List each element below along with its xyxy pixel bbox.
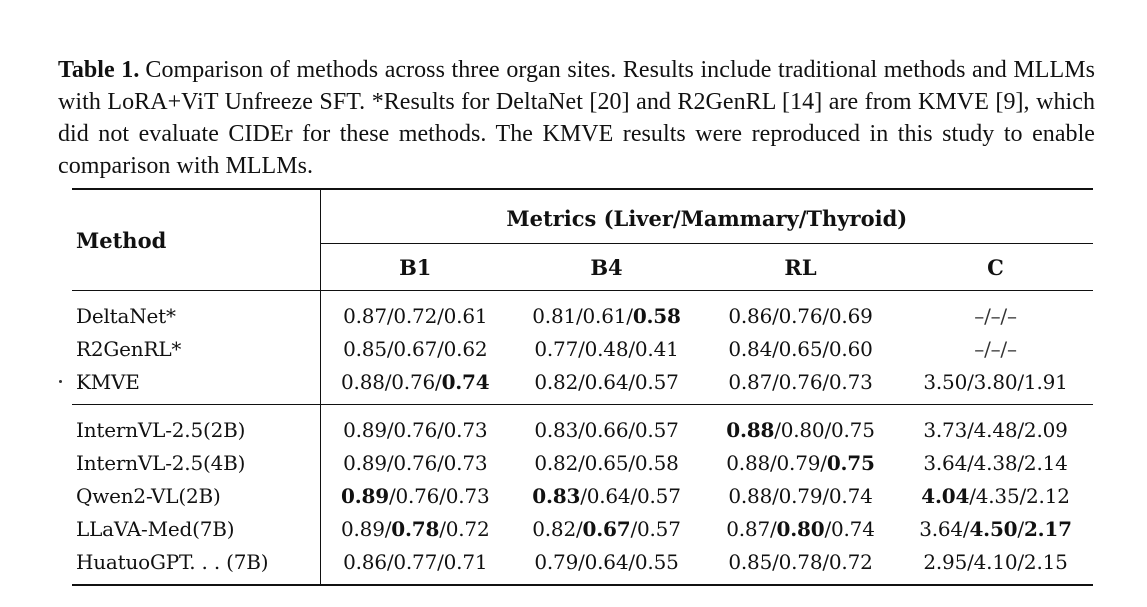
value-text: 0.82/0.65/0.58: [534, 450, 679, 475]
best-value: 0.74: [441, 369, 490, 394]
cell-rl: [703, 512, 898, 545]
cell-b4: [510, 446, 703, 479]
value-text: /: [1017, 516, 1024, 541]
best-value: 2.17: [1023, 516, 1072, 541]
cell-b1: [320, 413, 510, 446]
value-text: 3.64/4.38/2.14: [923, 450, 1068, 475]
metric-header-rl: RL: [784, 254, 817, 280]
spacer-row: [72, 405, 1093, 414]
table-row: [72, 299, 1093, 332]
caption-label: Table 1.: [58, 57, 140, 83]
spacer-cell: [320, 578, 1093, 585]
value-text: 0.85/0.78/0.72: [728, 549, 873, 574]
value-text: /4.35/2.12: [969, 483, 1070, 508]
cell-c: [898, 299, 1093, 332]
metric-header-b1: B1: [399, 254, 432, 280]
value-text: /0.74: [824, 516, 875, 541]
table-caption: [58, 54, 1095, 182]
table-row: [72, 545, 1093, 578]
cell-b4: [510, 545, 703, 578]
best-value: 0.89: [341, 483, 389, 508]
value-text: /0.72: [439, 516, 490, 541]
best-value: 0.78: [391, 516, 440, 541]
table-row: [72, 512, 1093, 545]
method-name: InternVL-2.5(4B): [72, 446, 320, 479]
spacer-row: [72, 578, 1093, 585]
table-row: [72, 479, 1093, 512]
cell-b1: [320, 299, 510, 332]
table-row: [72, 365, 1093, 398]
spacer-cell: [72, 405, 320, 414]
value-text: /0.80/0.75: [774, 417, 875, 442]
results-table: [72, 188, 1093, 586]
cell-b1: [320, 479, 510, 512]
cell-rl: [703, 299, 898, 332]
spacer-cell: [320, 291, 1093, 300]
method-name: DeltaNet*: [72, 299, 320, 332]
value-text: 3.64/: [919, 516, 970, 541]
spacer-cell: [72, 291, 320, 300]
spacer-cell: [320, 405, 1093, 414]
cell-b1: [320, 545, 510, 578]
metrics-group-header: Metrics (Liver/Mammary/Thyroid): [320, 189, 1093, 244]
header-row-group: [72, 189, 1093, 244]
value-text: /0.57: [630, 516, 681, 541]
cell-c: [898, 446, 1093, 479]
results-table-container: [72, 188, 1093, 583]
cell-c: [898, 479, 1093, 512]
value-text: 0.84/0.65/0.60: [728, 336, 873, 361]
cell-rl: [703, 545, 898, 578]
cell-b4: [510, 413, 703, 446]
table-row: [72, 413, 1093, 446]
value-text: 0.89/0.76/0.73: [343, 417, 488, 442]
value-text: 3.73/4.48/2.09: [923, 417, 1068, 442]
cell-b1: [320, 512, 510, 545]
best-value: 0.88: [726, 417, 775, 442]
method-column-header: Method: [72, 189, 320, 291]
method-name: HuatuoGPT. . . (7B): [72, 545, 320, 578]
metric-header-b4: B4: [590, 254, 623, 280]
cell-rl: [703, 365, 898, 398]
best-value: 0.58: [632, 303, 681, 328]
value-text: /0.64/0.57: [580, 483, 681, 508]
cell-b4: [510, 512, 703, 545]
table-row: [72, 446, 1093, 479]
value-text: 0.82/: [532, 516, 583, 541]
method-name: InternVL-2.5(2B): [72, 413, 320, 446]
value-text: 0.77/0.48/0.41: [534, 336, 679, 361]
cell-b4: [510, 479, 703, 512]
cell-c: [898, 365, 1093, 398]
value-text: 0.81/0.61/: [532, 303, 633, 328]
spacer-row: [72, 291, 1093, 300]
value-text: 0.86/0.76/0.69: [728, 303, 873, 328]
best-value: 0.75: [826, 450, 875, 475]
stray-dot-mark: [59, 380, 62, 383]
best-value: 0.67: [582, 516, 631, 541]
value-text: 0.83/0.66/0.57: [534, 417, 679, 442]
value-text: 0.88/0.76/: [341, 369, 442, 394]
spacer-cell: [72, 578, 320, 585]
value-text: 0.82/0.64/0.57: [534, 369, 679, 394]
caption-text: Comparison of methods across three organ sites. Results include traditional methods and MLLMs with LoRA+ViT Unfreeze SFT. *Results for DeltaNet [20] and R2GenRL [14] are from KMVE [9], which did not evaluate CIDEr for these methods. The KMVE results were reproduced in this study to enable comparison with MLLMs.: [58, 57, 1095, 179]
value-text: 0.87/: [726, 516, 777, 541]
value-text: 0.87/0.76/0.73: [728, 369, 873, 394]
cell-b1: [320, 332, 510, 365]
value-text: 0.85/0.67/0.62: [343, 336, 488, 361]
best-value: 4.50: [969, 516, 1018, 541]
metric-header-c: C: [987, 254, 1004, 280]
cell-b4: [510, 365, 703, 398]
cell-rl: [703, 332, 898, 365]
cell-rl: [703, 479, 898, 512]
cell-b1: [320, 365, 510, 398]
value-text: 0.88/0.79/0.74: [728, 483, 873, 508]
cell-b4: [510, 332, 703, 365]
best-value: 0.80: [776, 516, 825, 541]
value-text: 0.89/0.76/0.73: [343, 450, 488, 475]
cell-c: [898, 545, 1093, 578]
value-text: –/–/–: [974, 303, 1017, 328]
cell-rl: [703, 446, 898, 479]
value-text: 0.89/: [341, 516, 392, 541]
value-text: /0.76/0.73: [388, 483, 490, 508]
method-name: LLaVA-Med(7B): [72, 512, 320, 545]
cell-b1: [320, 446, 510, 479]
value-text: –/–/–: [974, 336, 1017, 361]
cell-b4: [510, 299, 703, 332]
method-name: KMVE: [72, 365, 320, 398]
cell-c: [898, 512, 1093, 545]
table-header: [72, 189, 1093, 291]
value-text: 2.95/4.10/2.15: [923, 549, 1068, 574]
mllm-methods-section: [72, 405, 1093, 586]
table-row: [72, 332, 1093, 365]
cell-c: [898, 413, 1093, 446]
traditional-methods-section: [72, 291, 1093, 405]
value-text: 0.86/0.77/0.71: [343, 549, 488, 574]
best-value: 4.04: [921, 483, 970, 508]
value-text: 0.88/0.79/: [726, 450, 827, 475]
cell-c: [898, 332, 1093, 365]
value-text: 0.79/0.64/0.55: [534, 549, 679, 574]
method-name: Qwen2-VL(2B): [72, 479, 320, 512]
best-value: 0.83: [532, 483, 581, 508]
cell-rl: [703, 413, 898, 446]
value-text: 3.50/3.80/1.91: [923, 369, 1068, 394]
value-text: 0.87/0.72/0.61: [343, 303, 488, 328]
method-name: R2GenRL*: [72, 332, 320, 365]
